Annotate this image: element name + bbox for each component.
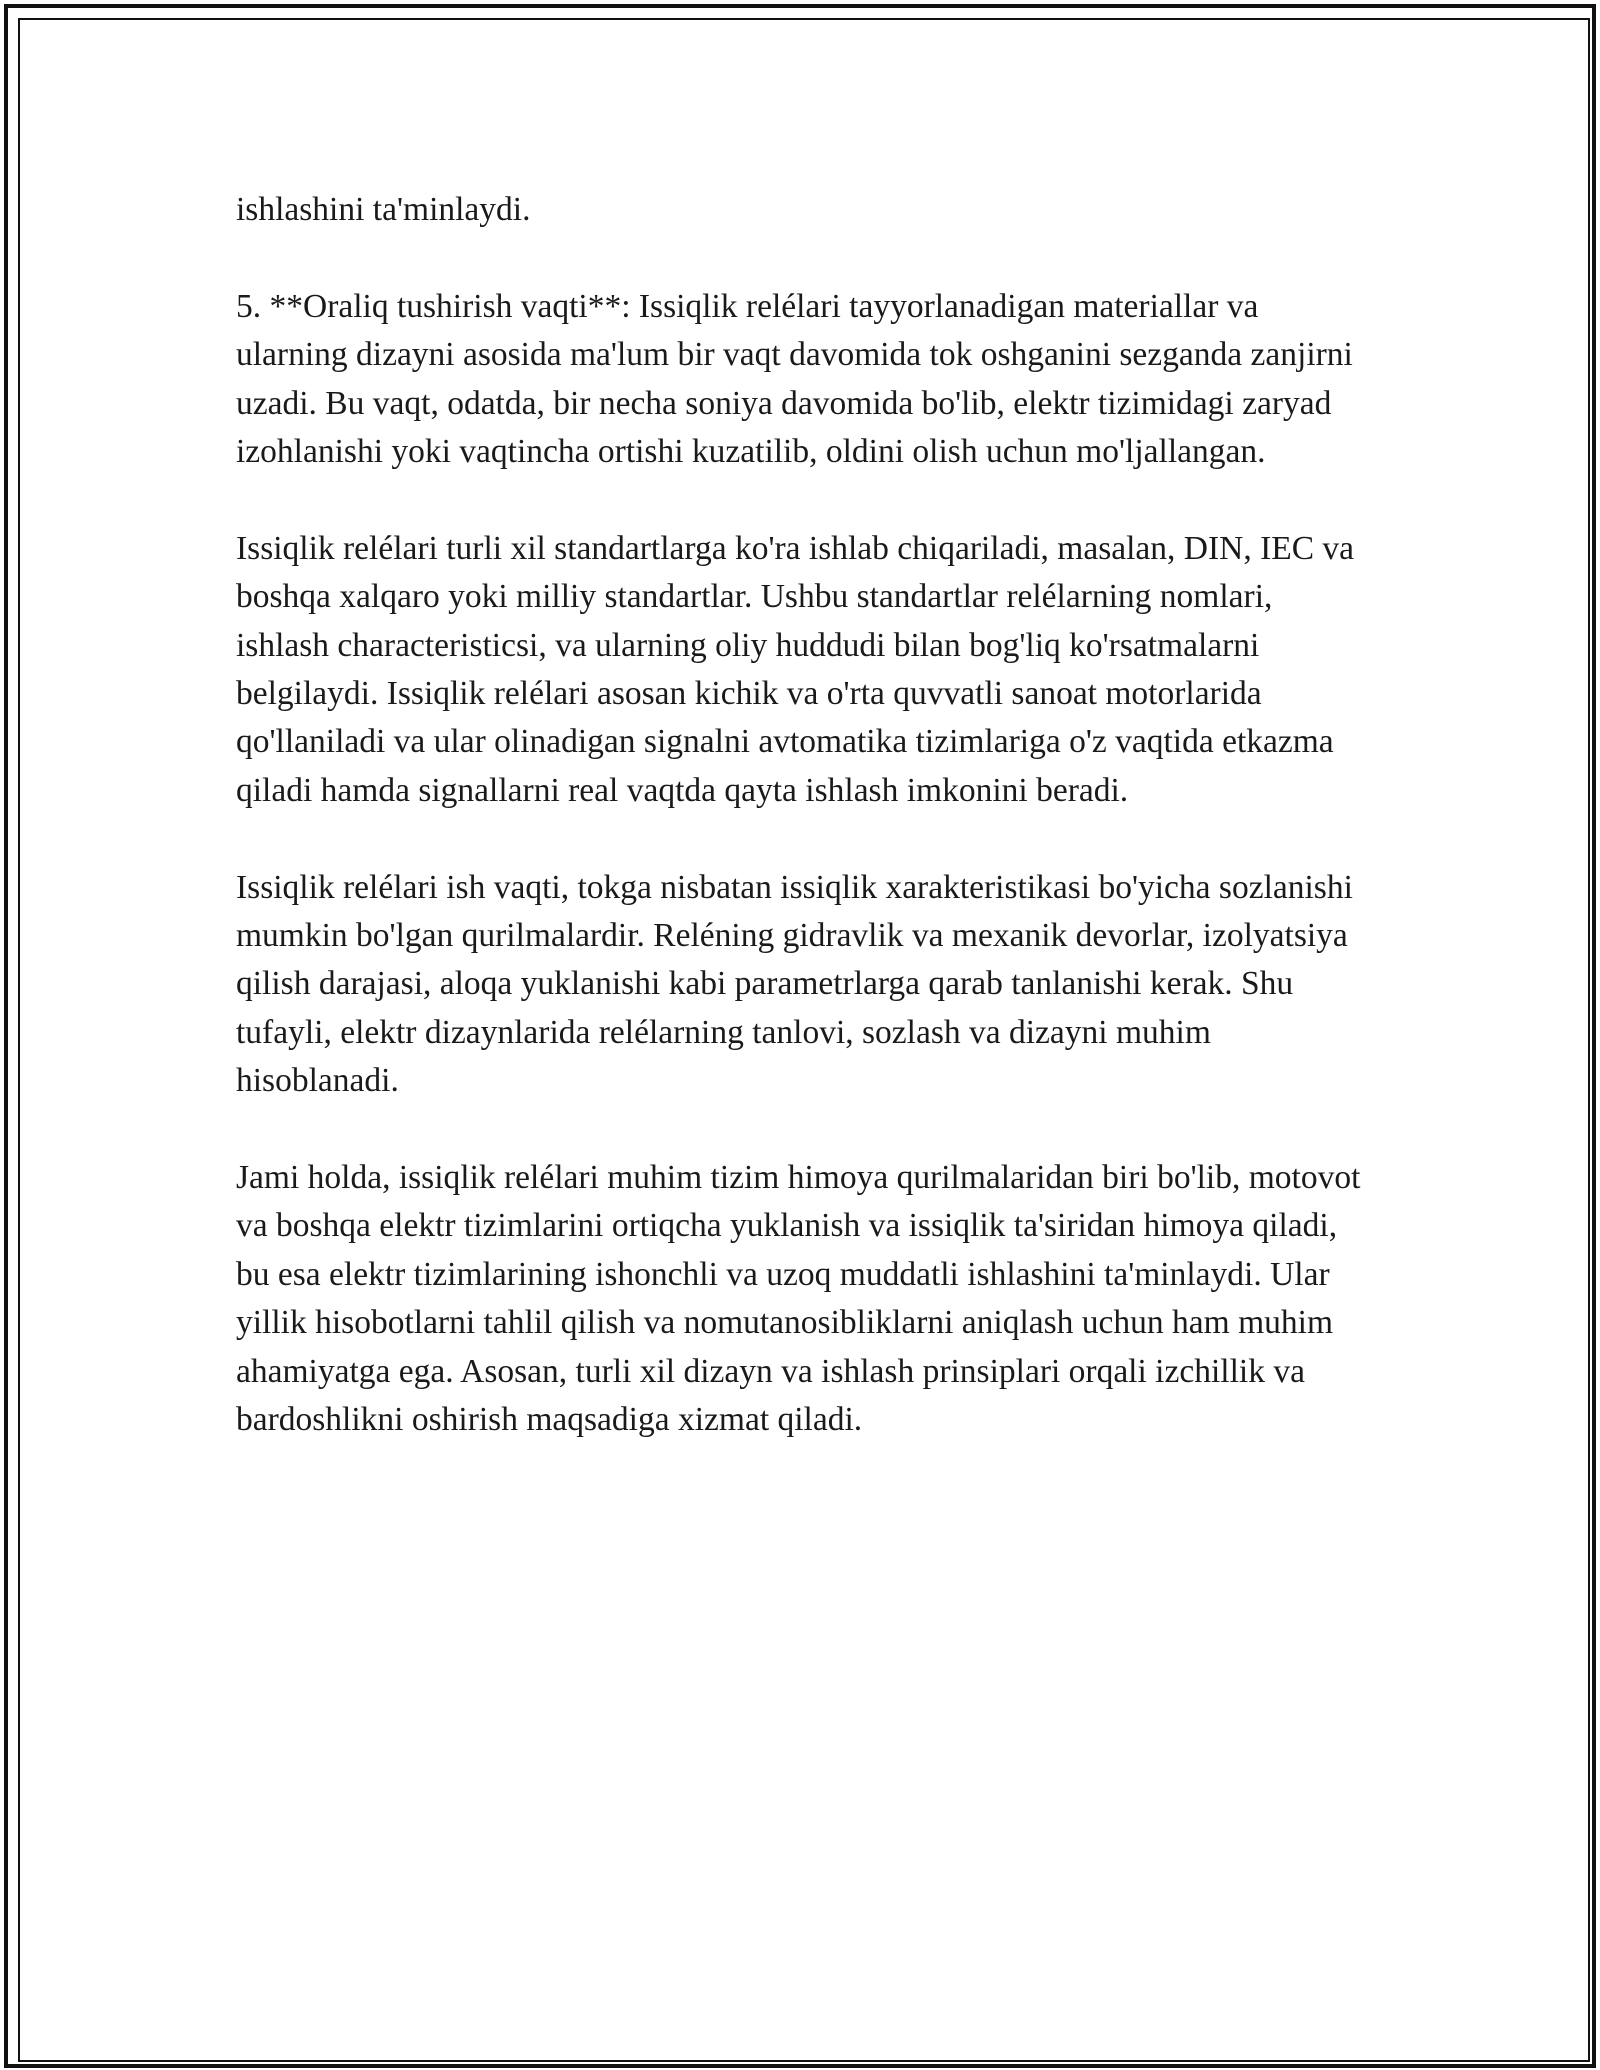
document-body (236, 186, 1366, 1493)
paragraph-standartlar: Issiqlik relélari turli xil standartlarga ko'ra ishlab chiqariladi, masalan, DIN, IEC va boshqa xalqaro yoki milliy standartlar. Ushbu standartlar relélarning nomlari, ishlash characteristicsi, va ularning oliy huddudi bilan bog'liq ko'rsatmalarni belgilaydi. Issiqlik relélari asosan kichik va o'rta quvvatli sanoat motorlarida qo'llaniladi va ular olinadigan signalni avtomatika tizimlariga o'z vaqtida etkazma qiladi hamda signallarni real vaqtda qayta ishlash imkonini beradi. (236, 529, 1355, 809)
paragraph-jami-holda: Jami holda, issiqlik relélari muhim tizim himoya qurilmalaridan biri bo'lib, motovot va boshqa elektr tizimlarini ortiqcha yuklanish va issiqlik ta'siridan himoya qiladi, bu esa elektr tizimlarining ishonchli va uzoq muddatli ishlashini ta'minlaydi. Ular yillik hisobotlarni tahlil qilish va nomutanosibliklarni aniqlash uchun ham muhim ahamiyatga ega. Asosan, turli xil dizayn va ishlash prinsiplari orqali izchillik va bardoshlikni oshirish maqsadiga xizmat qiladi. (236, 1159, 1361, 1439)
paragraph-continuation: ishlashini ta'minlaydi. (236, 191, 531, 228)
paragraph-oraliq-tushirish-vaqti: 5. **Oraliq tushirish vaqti**: Issiqlik relélari tayyorlanadigan materiallar va ularning dizayni asosida ma'lum bir vaqt davomida tok oshganini sezganda zanjirni uzadi. Bu vaqt, odatda, bir necha soniya davomida bo'lib, elektr tizimidagi zaryad izohlanishi yoki vaqtincha ortishi kuzatilib, oldini olish uchun mo'ljallangan. (236, 287, 1353, 471)
paragraph-sozlanishi: Issiqlik relélari ish vaqti, tokga nisbatan issiqlik xarakteristikasi bo'yicha sozlanishi mumkin bo'lgan qurilmalardir. Reléning gidravlik va mexanik devorlar, izolyatsiya qilish darajasi, aloqa yuklanishi kabi parametrlarga qarab tanlanishi kerak. Shu tufayli, elektr dizaynlarida relélarning tanlovi, sozlash va dizayni muhim hisoblanadi. (236, 868, 1353, 1100)
